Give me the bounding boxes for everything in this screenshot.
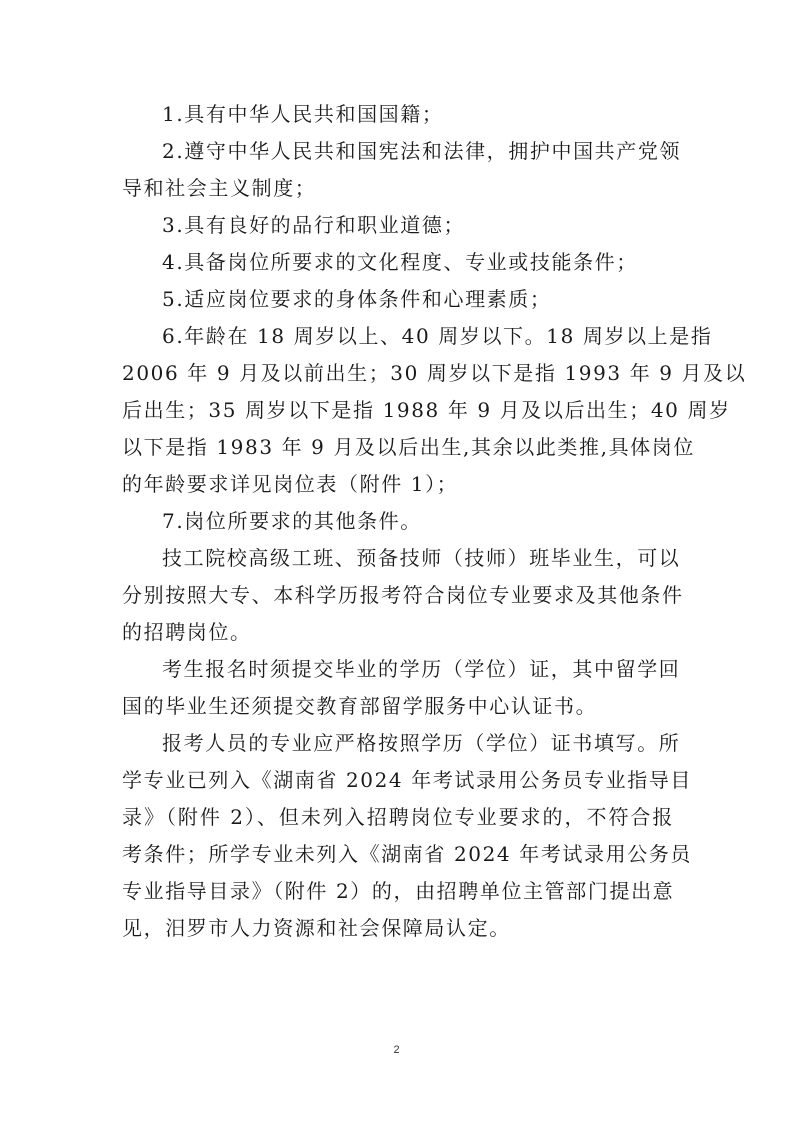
text-line: 7.岗位所要求的其他条件。 — [162, 509, 422, 533]
text-line: 1.具有中华人民共和国国籍； — [162, 102, 444, 126]
text-line: 的年龄要求详见岗位表（附件 1）； — [122, 472, 459, 496]
text-line: 专业指导目录》（附件 2）的，由招聘单位主管部门提出意 — [122, 879, 675, 903]
paragraph-item-5 — [122, 281, 674, 318]
text-line: 6.年龄在 18 周岁以上、40 周岁以下。18 周岁以上是指 — [162, 324, 713, 348]
paragraph-item-4 — [122, 244, 674, 281]
text-line: 4.具备岗位所要求的文化程度、专业或技能条件； — [162, 250, 638, 274]
text-line: 后出生；35 周岁以下是指 1988 年 9 月及以后出生；40 周岁 — [122, 398, 731, 422]
text-line: 见，汨罗市人力资源和社会保障局认定。 — [122, 916, 511, 940]
text-line: 导和社会主义制度； — [122, 176, 317, 200]
text-line: 的招聘岗位。 — [122, 620, 252, 644]
document-body — [122, 96, 747, 947]
text-line: 2006 年 9 月及以前出生；30 周岁以下是指 1993 年 9 月及以 — [122, 361, 747, 385]
paragraph-item-2 — [122, 133, 682, 207]
text-line: 考生报名时须提交毕业的学历（学位）证，其中留学回 — [162, 657, 681, 681]
paragraph-item-7 — [122, 503, 674, 540]
text-line: 以下是指 1983 年 9 月及以后出生,其余以此类推,具体岗位 — [122, 435, 695, 459]
text-line: 学专业已列入《湖南省 2024 年考试录用公务员专业指导目 — [122, 768, 693, 792]
paragraph-item-6 — [122, 318, 747, 503]
text-line: 5.适应岗位要求的身体条件和心理素质； — [162, 287, 552, 311]
paragraph-technical-school — [122, 540, 684, 651]
paragraph-major-requirement — [122, 725, 693, 947]
text-line: 技工院校高级工班、预备技师（技师）班毕业生，可以 — [162, 546, 681, 570]
text-line: 分别按照大专、本科学历报考符合岗位专业要求及其他条件 — [122, 583, 684, 607]
text-line: 3.具有良好的品行和职业道德； — [162, 213, 466, 237]
text-line: 报考人员的专业应严格按照学历（学位）证书填写。所 — [162, 731, 681, 755]
paragraph-item-3 — [122, 207, 674, 244]
paragraph-diploma-submission — [122, 651, 681, 725]
text-line: 2.遵守中华人民共和国宪法和法律，拥护中国共产党领 — [162, 139, 682, 163]
text-line: 录》（附件 2）、但未列入招聘岗位专业要求的，不符合报 — [122, 805, 674, 829]
text-line: 国的毕业生还须提交教育部留学服务中心认证书。 — [122, 694, 598, 718]
page-number: 2 — [393, 1044, 400, 1056]
paragraph-item-1 — [122, 96, 674, 133]
text-line: 考条件；所学专业未列入《湖南省 2024 年考试录用公务员 — [122, 842, 693, 866]
